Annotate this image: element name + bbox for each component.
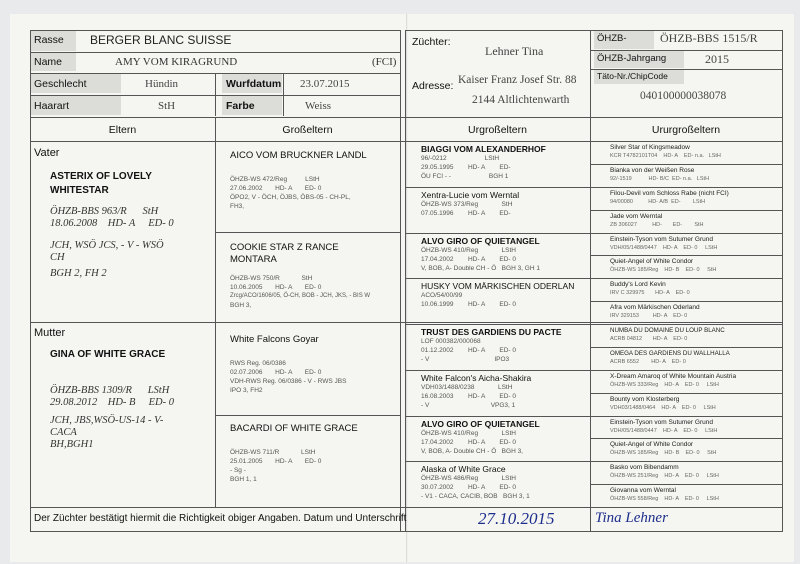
great-great-grandparent-name: Giovanna vom Werntal: [610, 487, 676, 494]
sire-name-line: ASTERIX OF LOVELY: [50, 171, 152, 182]
coat-value: StH: [158, 100, 176, 112]
grandparent-name: AICO VOM BRUCKNER LANDL: [230, 150, 367, 161]
great-grandparent-detail: 17.04.2002 HD- A ED- 0: [421, 256, 517, 263]
rule: [405, 370, 590, 371]
rule: [30, 30, 31, 532]
great-great-grandparent: [610, 463, 719, 481]
rule: [590, 278, 782, 279]
great-grandparent-detail: 17.04.2002 HD- A ED- 0: [421, 439, 517, 446]
sire-details: [50, 206, 174, 280]
great-great-grandparent-detail: 94/00080 HD- A/B ED- LStH: [610, 199, 706, 205]
grandparent-detail: VDH-RWS Reg. 06/0386 - V - RWS JBS: [230, 378, 347, 385]
great-great-grandparent-name: X-Dream Amaroq of White Mountain Austria: [610, 373, 737, 380]
grandparent-name: MONTARA: [230, 254, 277, 265]
year-label: ÖHZB-Jahrgang: [597, 53, 667, 64]
sex-label: Geschlecht: [34, 78, 87, 90]
great-great-grandparent: [610, 166, 709, 184]
great-great-grandparent: [610, 395, 716, 413]
grandparent-detail: IPO 3, FH2: [230, 387, 263, 394]
great-great-grandparent: [610, 418, 717, 436]
rule: [590, 233, 782, 234]
great-great-grandparent: [610, 143, 721, 161]
great-grandparent-detail: ÖHZB-WS 410/Reg LStH: [421, 430, 516, 437]
rule: [283, 73, 284, 116]
sire-label: Vater: [34, 147, 60, 159]
rule: [590, 461, 782, 462]
rule: [590, 370, 782, 371]
great-great-grandparent: [610, 212, 704, 230]
great-grandparent-detail: ÖU FCI - - BGH 1: [421, 173, 509, 180]
great-great-grandparent-name: Silver Star of Kingsmeadow: [610, 144, 690, 151]
rule: [590, 50, 782, 51]
great-great-grandparent-detail: VDH03/1488/0464 HD- A ED- 0 LStH: [610, 405, 716, 411]
grandparent-detail: RWS Reg. 06/0386: [230, 360, 286, 367]
great-grandparent-detail: V, BOB, A- Double CH - Ö BGH 3, GH 1: [421, 265, 540, 272]
col-great-great-grandparents: Ururgroßeltern: [651, 124, 721, 136]
birth-date-label: Wurfdatum: [226, 78, 282, 90]
great-great-grandparent-name: Bianka von der Weißen Rose: [610, 167, 695, 174]
grandparent-name: COOKIE STAR Z RANCE: [230, 242, 339, 253]
great-great-grandparent: [610, 326, 725, 344]
grandparent-detail: ÖHZB-WS 750/R StH: [230, 275, 313, 282]
grandparent-1: [230, 150, 367, 211]
year-value: 2015: [705, 52, 729, 66]
great-great-grandparent-name: Basko vom Bibendamm: [610, 464, 679, 471]
color-value: Weiss: [305, 100, 332, 112]
great-grandparent-name: White Falcon's Aicha-Shakira: [421, 373, 532, 383]
great-great-grandparent-detail: VDH/05/1488/0447 HD- A ED- 0 LStH: [610, 245, 718, 251]
rule: [590, 438, 782, 439]
great-great-grandparent-detail: VDH/05/1488/0447 HD- A ED- 0 LStH: [610, 428, 718, 434]
great-grandparent: [421, 373, 531, 410]
great-great-grandparent-detail: KCR T4782101T04 HD- A ED- n.a. LStH: [610, 153, 721, 159]
col-great-grandparents: Urgroßeltern: [468, 124, 527, 136]
great-great-grandparent-name: Einstein-Tyson vom Sutumer Grund: [610, 236, 713, 243]
great-great-grandparent-name: Quiet-Angel of White Condor: [610, 441, 694, 448]
great-grandparent-detail: ÖHZB-WS 410/Reg LStH: [421, 247, 516, 254]
great-great-grandparent-name: Buddy's Lord Kevin: [610, 281, 666, 288]
rule: [405, 416, 590, 417]
great-great-grandparent: [610, 235, 717, 253]
handwritten-signature: Tina Lehner: [595, 510, 668, 526]
sire-detail: BGH 2, FH 2: [50, 268, 107, 279]
great-grandparent-detail: - V VPG3, 1: [421, 402, 516, 409]
great-great-grandparent-detail: ÖHZB-WS 185/Reg HD- B ED- 0 StH: [610, 450, 717, 456]
grandparent-4: [230, 423, 358, 484]
rule: [782, 30, 783, 532]
grandparent-detail: ÖPO2, V - ÖCH, ÖJBS, ÖBS-05 - CH-PL,: [230, 194, 351, 201]
great-great-grandparent-detail: ÖHZB-WS 333/Reg HD- A ED- 0 LStH: [610, 382, 719, 388]
rule: [590, 324, 782, 325]
great-grandparent: [421, 190, 519, 218]
color-label: Farbe: [226, 100, 255, 112]
handwritten-date: 27.10.2015: [478, 509, 555, 528]
address-line-2: 2144 Altlichtenwarth: [472, 94, 570, 106]
rule: [30, 531, 782, 532]
great-grandparent: [421, 419, 540, 456]
great-great-grandparent-name: NUMBA DU DOMAINE DU LOUP BLANC: [610, 327, 725, 334]
great-great-grandparent-detail: ÖHZB-WS 558/Reg HD- A ED- 0 LStH: [610, 496, 719, 502]
rule: [590, 210, 782, 211]
grandparent-detail: ÖHZB-WS 472/Reg LStH: [230, 176, 320, 183]
great-grandparent-detail: 30.07.2002 HD- A ED- 0: [421, 484, 517, 491]
great-grandparent-name: Xentra-Lucie vom Werntal: [421, 190, 520, 200]
grandparent-detail: BGH 3,: [230, 302, 252, 309]
birth-date-value: 23.07.2015: [300, 78, 350, 90]
footer-statement: Der Züchter bestätigt hiermit die Richtigkeit obiger Angaben. Datum und Unterschrift: [34, 513, 407, 524]
great-grandparent-detail: ACO/54/00/99: [421, 292, 463, 299]
great-great-grandparent: [610, 372, 736, 390]
rule: [405, 233, 590, 234]
chip-label: Täto-Nr./ChipCode: [597, 71, 668, 81]
address-label: Adresse:: [412, 80, 454, 92]
rule: [30, 507, 782, 508]
great-grandparent-detail: LOF 000382/000068: [421, 338, 481, 345]
great-grandparent-detail: - V1 - CACA, CACIB, BOB BGH 3, 1: [421, 493, 530, 500]
address-line-1: Kaiser Franz Josef Str. 88: [458, 74, 577, 86]
rule: [215, 415, 400, 416]
rule: [590, 69, 782, 70]
rule: [215, 117, 216, 507]
rule: [30, 52, 400, 53]
rule: [405, 187, 590, 188]
rule: [590, 164, 782, 165]
dam-name: GINA OF WHITE GRACE: [50, 349, 166, 360]
great-great-grandparent: [610, 440, 716, 458]
paper-fold: [406, 14, 408, 562]
dam-label: Mutter: [34, 327, 66, 339]
rule: [405, 30, 782, 31]
grandparent-detail: 25.01.2005 HD- A ED- 0: [230, 458, 322, 465]
fci-mark: (FCI): [372, 56, 397, 68]
great-great-grandparent: [610, 189, 729, 207]
grandparent-detail: 10.06.2005 HD- A ED- 0: [230, 284, 322, 291]
great-great-grandparent: [610, 303, 700, 321]
great-great-grandparent: [610, 349, 730, 367]
great-great-grandparent-detail: ACRB 6552 HD- A ED- 0: [610, 359, 686, 365]
rule: [30, 30, 400, 31]
dam-detail: CACA: [50, 427, 77, 438]
grandparent-detail: 02.07.2006 HD- A ED- 0: [230, 369, 322, 376]
rule: [30, 117, 782, 118]
great-great-grandparent-name: Einstein-Tyson vom Sutumer Grund: [610, 419, 713, 426]
great-grandparent-detail: 07.05.1996 HD- A ED-: [421, 210, 511, 217]
rule: [405, 461, 590, 462]
rule: [590, 347, 782, 348]
breed-value: BERGER BLANC SUISSE: [90, 33, 232, 47]
sire-name-line: WHITESTAR: [50, 185, 109, 196]
great-great-grandparent-detail: ACRB 04812 HD- A ED- 0: [610, 336, 688, 342]
rule: [590, 416, 782, 417]
rule: [215, 232, 400, 233]
great-great-grandparent-name: Jade vom Werntal: [610, 213, 663, 220]
grandparent-detail: - Sg -: [230, 467, 246, 474]
rule: [590, 301, 782, 302]
sex-value: Hündin: [145, 78, 178, 90]
great-grandparent-detail: 29.05.1995 HD- A ED-: [421, 164, 511, 171]
great-grandparent-name: Alaska of White Grace: [421, 464, 506, 474]
col-grandparents: Großeltern: [282, 124, 333, 136]
grandparent-detail: 27.06.2002 HD- A ED- 0: [230, 185, 322, 192]
great-grandparent-name: ALVO GIRO OF QUIETANGEL: [421, 236, 540, 246]
coat-label: Haarart: [34, 100, 70, 112]
dam-details: [50, 385, 174, 451]
great-grandparent-name: ALVO GIRO OF QUIETANGEL: [421, 419, 540, 429]
great-grandparent-detail: ÖHZB-WS 486/Reg LStH: [421, 475, 516, 482]
breeder-label: Züchter:: [412, 36, 451, 48]
great-great-grandparent-name: OMEGA DES GARDIENS DU WALLHALLA: [610, 350, 730, 357]
great-grandparent: [421, 281, 574, 309]
rule: [30, 141, 782, 142]
sire-detail: 18.06.2008 HD- A ED- 0: [50, 218, 174, 229]
great-great-grandparent-name: Filou-Devil vom Schloss Rabe (nicht FCI): [610, 190, 729, 197]
rule: [590, 484, 782, 485]
great-grandparent-detail: - V IPO3: [421, 356, 510, 363]
grandparent-detail: FH3,: [230, 203, 245, 210]
great-great-grandparent-detail: ÖHZB-WS 251/Reg HD- A ED- 0 LStH: [610, 473, 719, 479]
sire-detail: ÖHZB-BBS 963/R StH: [50, 206, 159, 217]
great-grandparent-detail: 10.06.1999 HD- A ED- 0: [421, 301, 517, 308]
great-grandparent: [421, 144, 546, 181]
dam-detail: ÖHZB-BBS 1309/R LStH: [50, 385, 170, 396]
dam-detail: 29.08.2012 HD- B ED- 0: [50, 397, 174, 408]
breeder-value: Lehner Tina: [485, 44, 544, 58]
great-grandparent-detail: 16.08.2003 HD- A ED- 0: [421, 393, 517, 400]
rule: [590, 255, 782, 256]
grandparent-detail: Zrcg/ACO/1606/05, Ö-CH, BOB - JCH, JKS, - BIS W: [230, 293, 371, 299]
name-value: AMY VOM KIRAGRUND: [115, 56, 238, 68]
grandparent-name: White Falcons Goyar: [230, 334, 319, 345]
great-great-grandparent: [610, 486, 719, 504]
great-grandparent: [421, 236, 540, 273]
great-grandparent: [421, 464, 530, 501]
great-great-grandparent: [610, 280, 690, 298]
rule: [400, 30, 401, 532]
rule: [590, 393, 782, 394]
great-grandparent-name: HUSKY VOM MÄRKISCHEN ODERLAN: [421, 281, 575, 291]
grandparent-name: BACARDI OF WHITE GRACE: [230, 423, 358, 434]
great-great-grandparent-detail: IRV 329153 HD- A ED- 0: [610, 313, 688, 319]
rule: [405, 278, 590, 279]
great-great-grandparent-detail: 92/-1519 HD- B/C ED- n.a. LStH: [610, 176, 710, 182]
great-great-grandparent-name: Quiet-Angel of White Condor: [610, 258, 694, 265]
great-great-grandparent: [610, 257, 716, 275]
rule: [590, 30, 591, 532]
chip-value: 040100000038078: [640, 90, 727, 102]
great-grandparent-name: TRUST DES GARDIENS DU PACTE: [421, 327, 562, 337]
great-grandparent: [421, 327, 562, 364]
rule: [405, 324, 590, 325]
rule: [215, 73, 216, 116]
great-grandparent-name: BIAGGI VOM ALEXANDERHOF: [421, 144, 546, 154]
great-great-grandparent-detail: ÖHZB-WS 185/Reg HD- B ED- 0 StH: [610, 267, 717, 273]
great-grandparent-detail: VDH03/1488/0238 LStH: [421, 384, 513, 391]
great-great-grandparent-name: Afra vom Märkischen Oderland: [610, 304, 700, 311]
rule: [30, 322, 782, 323]
registry-value: ÖHZB-BBS 1515/R: [660, 31, 758, 45]
great-grandparent-detail: 01.12.2002 HD- A ED- 0: [421, 347, 517, 354]
sire-detail: JCH, WSÖ JCS, - V - WSÖ: [50, 240, 164, 251]
great-grandparent-detail: ÖHZB-WS 373/Reg StH: [421, 201, 513, 208]
grandparent-3: [230, 334, 346, 395]
sire-detail: CH: [50, 252, 65, 263]
breed-label: Rasse: [34, 34, 64, 46]
name-label: Name: [34, 56, 63, 68]
grandparent-detail: ÖHZB-WS 711/R LStH: [230, 449, 316, 456]
grandparent-detail: BGH 1, 1: [230, 476, 257, 483]
dam-detail: BH,BGH1: [50, 439, 94, 450]
sire-name: [50, 170, 152, 198]
great-great-grandparent-detail: IRV C 329975 HD- A ED- 0: [610, 290, 690, 296]
registry-label: ÖHZB-: [597, 33, 627, 44]
grandparent-2: [230, 242, 370, 310]
rule: [405, 30, 406, 532]
great-grandparent-detail: 96/-0212 LStH: [421, 155, 500, 162]
great-great-grandparent-detail: ZB 306027 HD- ED- StH: [610, 222, 704, 228]
dam-detail: JCH, JBS,WSÖ-US-14 - V-: [50, 415, 164, 426]
rule: [590, 187, 782, 188]
great-grandparent-detail: V, BOB, A- Double CH - Ö BGH 3,: [421, 448, 523, 455]
col-parents: Eltern: [108, 124, 137, 136]
great-great-grandparent-name: Bounty vom Klosterberg: [610, 396, 680, 403]
